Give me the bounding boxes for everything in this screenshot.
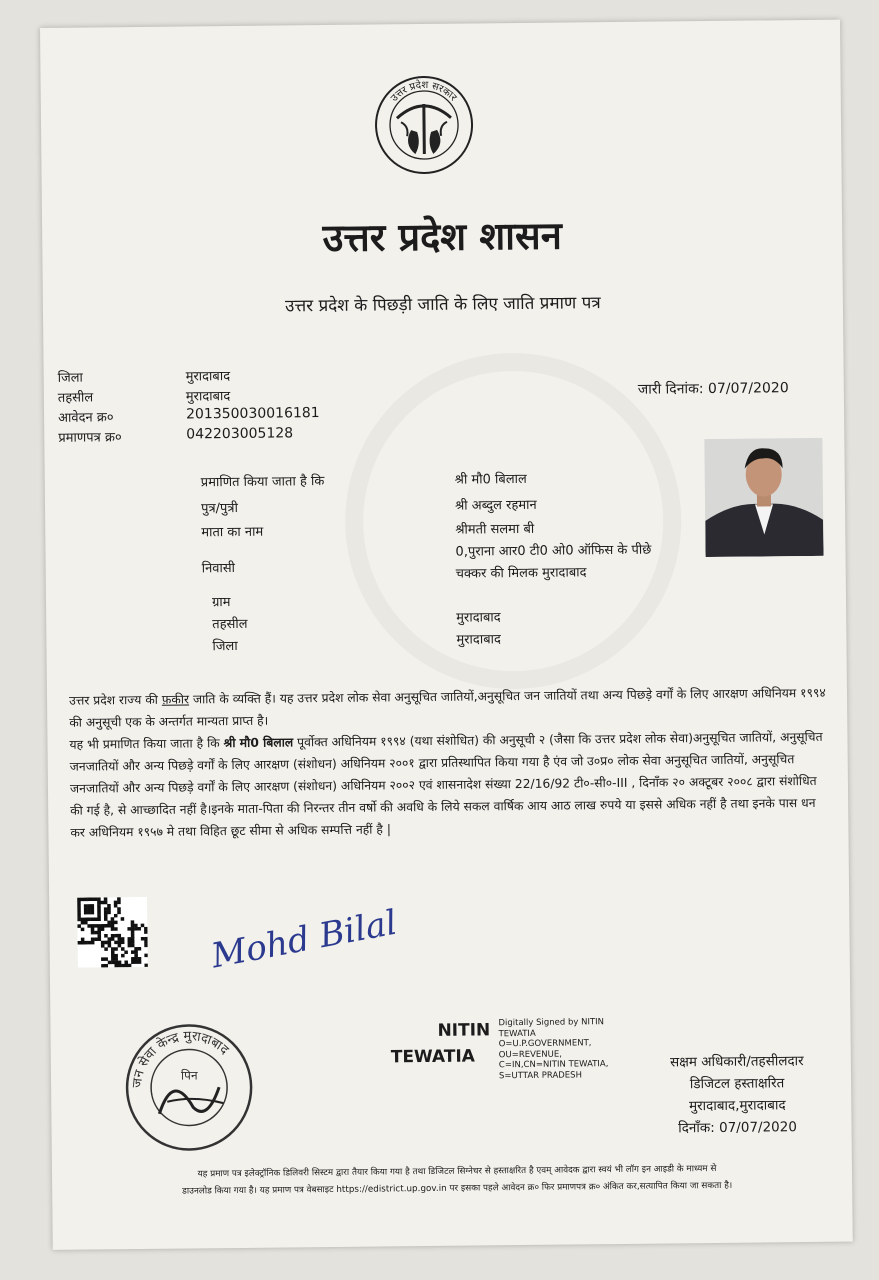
p1-pre: उत्तर प्रदेश राज्य की bbox=[68, 692, 162, 708]
issue-date-label: जारी दिनांक: bbox=[637, 381, 704, 398]
person-district-value: मुरादाबाद bbox=[456, 632, 501, 648]
footer-line2: डाउनलोड किया गया है। यह प्रमाण पत्र वेबसाइट https://edistrict.up.gov.in पर इसका पहले आवेदन क्र० फिर प्रमाणपत्र क्र० अंकित कर,सत्यापित किया जा सकता है। bbox=[182, 1180, 733, 1197]
application-no-value: 201350030016181 bbox=[185, 405, 320, 423]
footer-line1: यह प्रमाण पत्र इलेक्ट्रॉनिक डिलिवरी सिस्टम द्वारा तैयार किया गया है तथा डिजिटल सिग्नेचर से हस्ताक्षरित है एवम् आवेदक द्वारा स्वयं भी लॉग इन आइडी के माध्यम से bbox=[197, 1163, 717, 1180]
page-title: उत्तर प्रदेश शासन bbox=[322, 212, 563, 261]
officer-date-value: 07/07/2020 bbox=[719, 1119, 797, 1136]
resident-label: निवासी bbox=[201, 560, 236, 577]
certificate-no-value: 042203005128 bbox=[186, 425, 294, 443]
up-government-emblem-icon bbox=[373, 73, 476, 176]
officer-date bbox=[637, 1116, 837, 1140]
emblem-text: उत्तर प्रदेश सरकार bbox=[389, 79, 459, 105]
footer-note bbox=[72, 1160, 842, 1202]
officer-date-label: दिनाँक: bbox=[678, 1119, 715, 1137]
dsign-details: Digitally Signed by NITIN TEWATIA O=U.P.GOVERNMENT, OU=REVENUE, C=IN,CN=NITIN TEWATIA, S=UTTAR PRADESH bbox=[498, 1017, 609, 1081]
jan-seva-kendra-stamp-icon bbox=[122, 1021, 255, 1154]
p2-name: श्री मौ0 बिलाल bbox=[223, 735, 294, 751]
officer-location: मुरादाबाद,मुरादाबाद bbox=[688, 1097, 786, 1115]
parent-value: श्री अब्दुल रहमान bbox=[454, 497, 537, 514]
issue-date bbox=[638, 378, 789, 399]
p2-pre: यह भी प्रमाणित किया जाता है कि bbox=[69, 736, 224, 752]
certify-label: प्रमाणित किया जाता है कि bbox=[200, 474, 325, 491]
body-paragraph-2 bbox=[69, 726, 830, 844]
person-district-label: जिला bbox=[212, 638, 238, 655]
person-tehsil-label: तहसील bbox=[212, 616, 248, 633]
district-label: जिला bbox=[57, 370, 83, 386]
qr-code-icon bbox=[77, 897, 148, 968]
officer-sign-type: डिजिटल हस्ताक्षरित bbox=[689, 1075, 785, 1093]
tehsil-label: तहसील bbox=[57, 390, 94, 406]
caste-name: फ़कीर bbox=[161, 692, 190, 707]
dsign-name-line1: NITIN bbox=[437, 1020, 491, 1041]
p1-post: जाति के व्यक्ति हैं। यह उत्तर प्रदेश लोक सेवा अनुसूचित जातियों,अनुसूचित जन जातियों तथा अन्य पिछड़े वर्गों के लिए आरक्षण अधिनियम १९९४ की अनुसूची एक के अन्तर्गत मान्यता प्राप्त है। bbox=[69, 685, 826, 730]
svg-text:उत्तर प्रदेश सरकार bbox=[389, 79, 459, 105]
address-line1: 0,पुराना आर0 टी0 ओ0 ऑफिस के पीछे bbox=[455, 542, 652, 560]
certificate-paper bbox=[40, 20, 853, 1250]
certificate-subtitle: उत्तर प्रदेश के पिछड़ी जाति के लिए जाति प्रमाण पत्र bbox=[285, 293, 601, 317]
applicant-photo bbox=[704, 438, 823, 557]
certificate-no-label: प्रमाणपत्र क्र० bbox=[58, 430, 122, 446]
officer-designation: सक्षम अधिकारी/तहसीलदार bbox=[670, 1053, 804, 1071]
tehsil-value: मुरादाबाद bbox=[185, 389, 231, 405]
mother-label: माता का नाम bbox=[201, 524, 264, 541]
body-paragraph-1 bbox=[69, 682, 829, 734]
application-no-label: आवेदन क्र० bbox=[58, 410, 114, 426]
mother-value: श्रीमती सलमा बी bbox=[455, 521, 535, 538]
applicant-signature bbox=[199, 894, 400, 976]
district-value: मुरादाबाद bbox=[185, 369, 231, 385]
person-tehsil-value: मुरादाबाद bbox=[456, 610, 501, 626]
officer-block bbox=[637, 1050, 838, 1140]
person-name: श्री मौ0 बिलाल bbox=[454, 471, 527, 488]
address-line2: चक्कर की मिलक मुरादाबाद bbox=[455, 565, 587, 582]
certificate-body bbox=[69, 682, 831, 844]
issue-date-value: 07/07/2020 bbox=[707, 380, 789, 398]
stamp-text: जन सेवा केन्द्र मुरादाबाद bbox=[129, 1028, 232, 1089]
person-photo-icon bbox=[704, 438, 823, 557]
p2-post: पूर्वोक्त अधिनियम १९९४ (यथा संशोधित) की अनुसूची २ (जैसा कि उत्तर प्रदेश लोक सेवा)अनुसूचित जातियों, अनुसूचित जनजातियों और अन्य पिछड़े वर्गों के लिए आरक्षण (संशोधन) अधिनियम २००१ द्वारा प्रतिस्थापित किया गया है एंव जो उ०प्र० लोक सेवा अनुसूचित जातियों, अनुसूचित जनजातियों और अन्य पिछड़े वर्गों के लिए आरक्षण (संशोधन) अधिनियम २००२ एवं शासनादेश संख्या 22/16/92 टी०-सी०-III , दिनाँक २० अक्टूबर २००८ द्वारा संशोधित की गई है, से आच्छादित नहीं है।इनके माता-पिता की निरन्तर तीन वर्षो की अवधि के लिये सकल वार्षिक आय आठ लाख रुपये या इससे अधिक नहीं है तथा इनके पास धन कर अधिनियम १९५७ मे तथा विहित छूट सीमा से अधिक सम्पत्ति नहीं है | bbox=[69, 729, 823, 840]
signature-text: Mohd Bilal bbox=[208, 902, 400, 977]
village-label: ग्राम bbox=[211, 595, 231, 611]
parent-label: पुत्र/पुत्री bbox=[200, 500, 238, 517]
dsign-name-line2: TEWATIA bbox=[390, 1046, 476, 1068]
stamp-pin: पिन bbox=[180, 1068, 198, 1083]
